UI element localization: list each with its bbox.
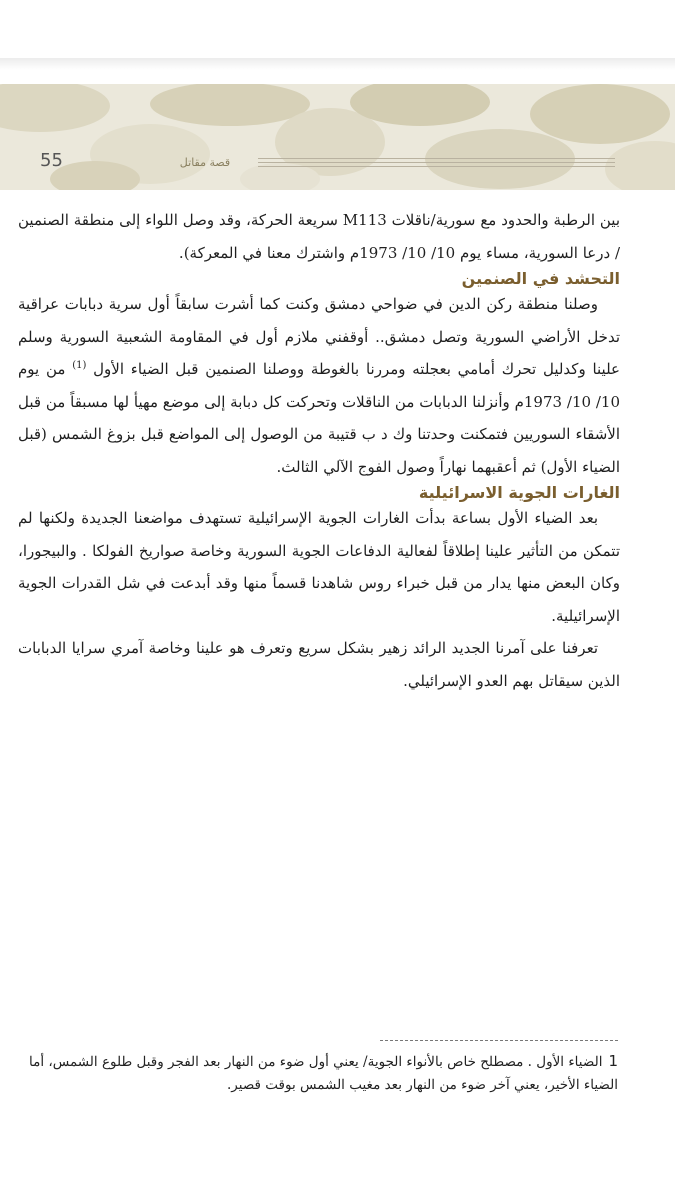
page-top-shadow (0, 58, 675, 70)
running-title: قصة مقاتل (179, 156, 231, 169)
header-rule (258, 158, 615, 167)
footnote-text: الضياء الأول . مصطلح خاص بالأنواء الجوية/ يعني أول ضوء من النهار بعد الفجر وقبل طلوع الشمس، أما الضياء الأخير، يعني آخر ضوء من النهار بعد مغيب الشمس بوقت قصير. (28, 1054, 618, 1093)
footnote-separator (380, 1040, 618, 1041)
page-header-band (0, 84, 675, 190)
page-body (18, 204, 620, 697)
page-top-margin (0, 0, 675, 58)
footnote (14, 1050, 618, 1097)
paragraph-arrival (18, 288, 620, 483)
paragraph-new-commander: تعرفنا على آمرنا الجديد الرائد زهير بشكل سريع وتعرف هو علينا وخاصة آمري سرايا الدبابات الذين سيقاتل بهم العدو الإسرائيلي. (18, 639, 620, 690)
footnote-reference: (1) (72, 360, 87, 371)
camouflage-pattern (0, 84, 675, 190)
section-heading-air-raids: الغارات الجوية الاسرائيلية (418, 483, 620, 502)
paragraph-arrival-part-1: وصلنا منطقة ركن الدين في ضواحي دمشق وكنت كما أشرت سابقاً أول سرية دبابات عراقية تدخل الأراضي السورية وتصل دمشق.. أوقفني ملازم أول في المقاومة الشعبية السورية وسلم علينا وكدليل تحرك أمامي بعجلته ومررنا بالغوطة ووصلنا الصنمين قبل الضياء الأول (18, 295, 620, 378)
page-number: 55 (40, 150, 63, 171)
paragraph-continuation: بين الرطبة والحدود مع سورية/ناقلات M113 سريعة الحركة، وقد وصل اللواء إلى منطقة الصنمين / درعا السورية، مساء يوم 10/ 10/ 1973م واشترك معنا في المعركة). (18, 211, 621, 262)
section-heading-mobilization: التحشد في الصنمين (461, 269, 620, 288)
paragraph-arrival-part-2: من يوم 10/ 10/ 1973م وأنزلنا الدبابات من الناقلات وتحركت كل دبابة إلى موضع مهيأ لها مسبقاً من قبل الأشقاء السوريين فتمكنت وحدتنا وك د ب قتيبة من الوصول إلى المواضع قبل بزوغ الشمس (قبل الضياء الأول) ثم أعقبهما نهاراً وصول الفوج الآلي الثالث. (18, 360, 620, 476)
footnote-number: 1 (608, 1052, 618, 1070)
paragraph-air-raids: بعد الضياء الأول بساعة بدأت الغارات الجوية الإسرائيلية تستهدف مواضعنا الجديدة ولكنها لم تتمكن من التأثير علينا إطلاقاً لفعالية الدفاعات الجوية السورية وخاصة صواريخ الفولكا . والبيجورا، وكان البعض منها يدار من قبل خبراء روس شاهدنا قسماً منها وقد أبدعت في شل القدرات الجوية الإسرائيلية. (18, 509, 620, 625)
